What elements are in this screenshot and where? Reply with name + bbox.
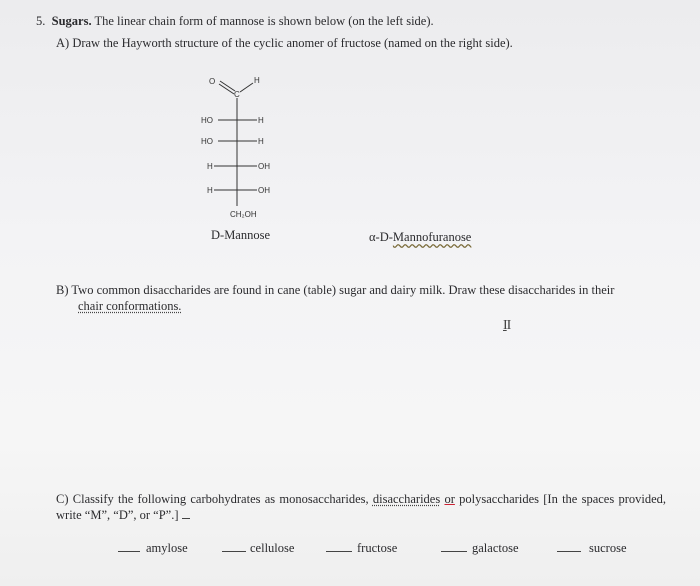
bottom-ch2oh: CH₂OH <box>230 210 257 219</box>
text-cursor-icon: II <box>503 318 512 333</box>
part-c-disaccharides: disaccharides <box>372 492 441 506</box>
part-b-chair-link: chair conformations. <box>78 299 182 313</box>
part-c-or: or <box>444 492 455 506</box>
row-2-left: HO <box>201 137 213 146</box>
blank-fructose[interactable] <box>326 541 352 556</box>
d-mannose-label: D-Mannose <box>211 228 271 242</box>
carb-fructose: fructose <box>357 541 398 555</box>
row-4-left: H <box>207 186 213 195</box>
top-h-label: H <box>254 76 260 85</box>
blank-galactose[interactable] <box>441 541 467 556</box>
mannose-structure-diagram <box>190 70 300 230</box>
part-c-prefix: C) Classify the following carbohydrates as monosaccharides, <box>56 492 369 506</box>
row-2-right: H <box>258 137 264 146</box>
aldehyde-h-bond <box>240 83 253 92</box>
blank-sucrose[interactable] <box>557 541 581 556</box>
carb-sucrose: sucrose <box>589 541 627 555</box>
blank-amylose[interactable] <box>118 541 140 556</box>
top-o-label: O <box>209 77 216 86</box>
part-c-suffix: polysaccharides [In the spaces provided, write “M”, “D”, or “P”.] <box>56 492 667 522</box>
carb-cellulose: cellulose <box>250 541 295 555</box>
question-title: Sugars. <box>51 14 92 28</box>
carb-galactose: galactose <box>472 541 519 555</box>
row-4-right: OH <box>258 186 270 195</box>
part-c-text <box>56 491 666 523</box>
fischer-projection <box>190 70 300 230</box>
alpha-mannofuranose-label <box>369 230 471 245</box>
mannofuranose-word: Mannofuranose <box>392 230 472 244</box>
part-b-prefix: B) Two common disaccharides are found in cane (table) sugar and dairy milk. Draw these disaccharides in their <box>56 283 615 297</box>
question-number: 5. <box>36 14 46 28</box>
top-c-label: C <box>234 90 240 99</box>
row-3-left: H <box>207 162 213 171</box>
question-intro: The linear chain form of mannose is shown below (on the left side). <box>94 14 434 28</box>
row-1-right: H <box>258 116 264 125</box>
blank-cellulose[interactable] <box>222 541 246 556</box>
carb-amylose: amylose <box>146 541 188 555</box>
part-a-text: A) Draw the Hayworth structure of the cyclic anomer of fructose (named on the right side). <box>56 36 513 50</box>
alpha-prefix: α-D- <box>369 230 393 244</box>
part-b-text <box>56 282 670 314</box>
row-3-right: OH <box>258 162 270 171</box>
question-header <box>36 14 434 29</box>
row-1-left: HO <box>201 116 213 125</box>
